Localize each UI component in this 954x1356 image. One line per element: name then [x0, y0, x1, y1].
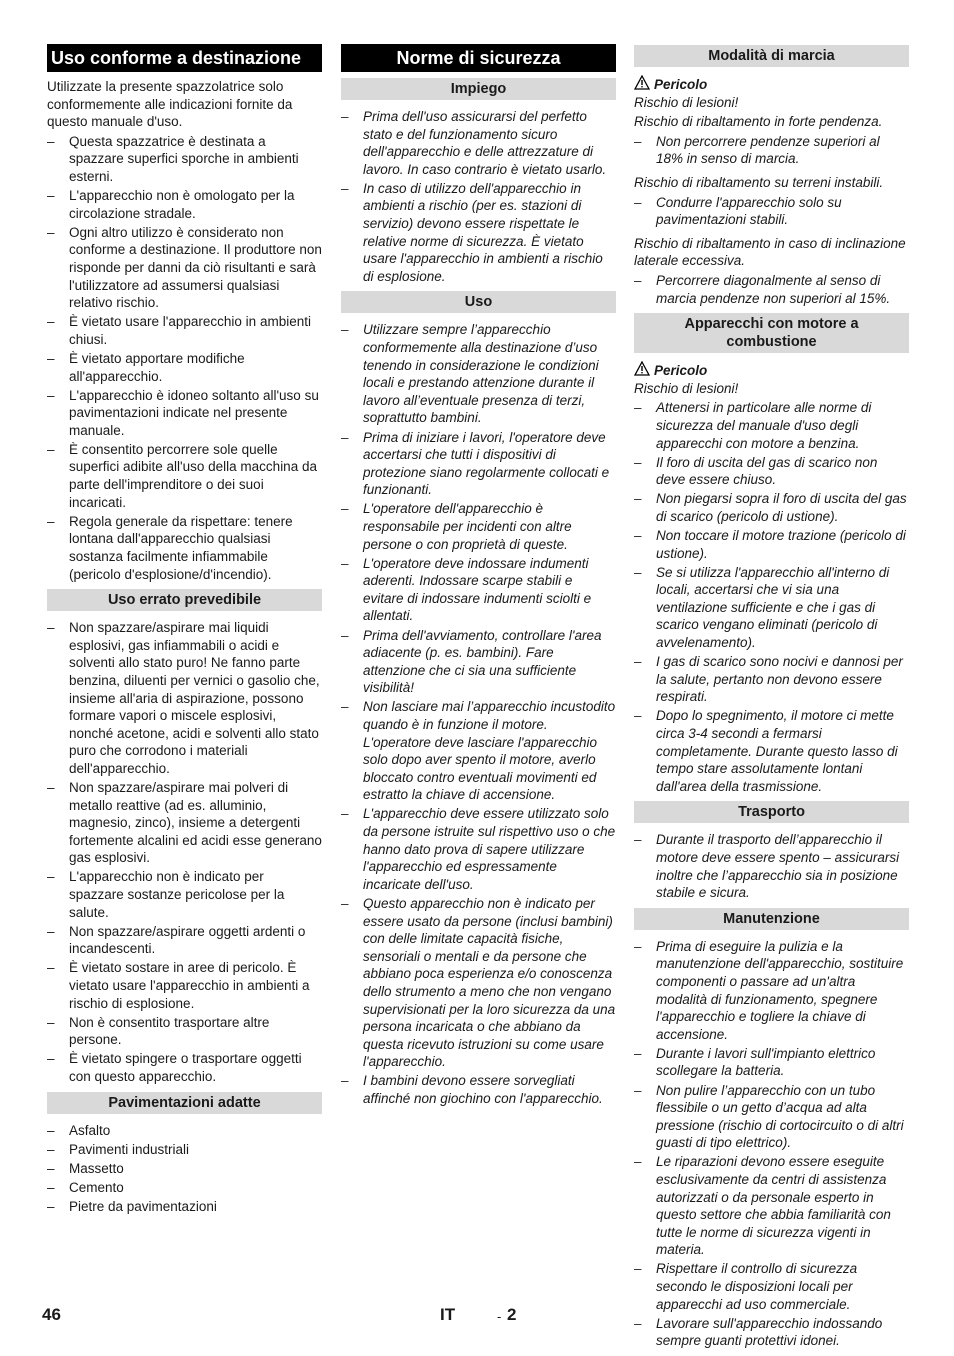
subheading-modalita-marcia: Modalità di marcia: [634, 45, 909, 67]
list-item: – È vietato usare l'apparecchio in ambienti chiusi.: [47, 313, 322, 348]
warning-triangle-icon: [634, 75, 650, 90]
list-item: – Non piegarsi sopra il foro di uscita del gas di scarico (pericolo di ustione).: [634, 490, 909, 525]
list-item: – È vietato apportare modifiche all'apparecchio.: [47, 350, 322, 385]
list-item: – Regola generale da rispettare: tenere lontana dall'apparecchio qualsiasi sostanza facilmente infiammabile (pericolo d'esplosione/d'incendio).: [47, 513, 322, 583]
impiego-list: [341, 108, 616, 285]
list-item: – Non spazzare/aspirare oggetti ardenti o incandescenti.: [47, 923, 322, 958]
list-item: – Questa spazzatrice è destinata a spazzare superfici sporche in ambienti esterni.: [47, 133, 322, 186]
list-item: – Prima di iniziare i lavori, l'operatore deve accertarsi che tutti i dispositivi di protezione siano regolarmente collocati e funzionanti.: [341, 429, 616, 499]
list-item: – È vietato sostare in aree di pericolo. È vietato usare l'apparecchio in ambienti a rischio di esplosione.: [47, 959, 322, 1012]
list-item: – I gas di scarico sono nocivi e dannosi per la salute, pertanto non devono essere respirati.: [634, 653, 909, 706]
list-item: – Prima di eseguire la pulizia e la manutenzione dell'apparecchio, sostituire componenti o passare ad un'altra modalità di funzionamento, spegnere l'apparecchio e togliere la chiave di accensione.: [634, 938, 909, 1044]
list-item: – È consentito percorrere sole quelle superfici adibite all'uso della macchina da parte dell'imprenditore o dei suoi incaricati.: [47, 441, 322, 511]
section-dash: -: [497, 1309, 502, 1324]
subheading-uso: Uso: [341, 291, 616, 313]
list-item: – L'apparecchio deve essere utilizzato solo da persone istruite sul rispettivo uso o che hanno dato prova di sapere utilizzare l'apparecchio ed espressamente incaricate dell'uso.: [341, 805, 616, 893]
subheading-pavimentazioni: Pavimentazioni adatte: [47, 1092, 322, 1114]
subheading-trasporto: Trasporto: [634, 801, 909, 823]
warning-marcia: [634, 75, 909, 94]
list-item: – L'apparecchio non è omologato per la circolazione stradale.: [47, 187, 322, 222]
list-item: – Non percorrere pendenze superiori al 18% in senso di marcia.: [634, 133, 909, 168]
list-item: – Non toccare il motore trazione (pericolo di ustione).: [634, 527, 909, 562]
warning-motore: [634, 361, 909, 380]
list-item: – Non pulire l’apparecchio con un tubo flessibile o un getto d’acqua ad alta pressione (rischio di cortocircuito o di altri guasti di tipo elettrico).: [634, 1082, 909, 1152]
column-3: [634, 44, 909, 1356]
list-item: – Durante i lavori sull'impianto elettrico scollegare la batteria.: [634, 1045, 909, 1080]
list-item: – Lavorare sull'apparecchio indossando sempre guanti protettivi idonei.: [634, 1315, 909, 1350]
uso-errato-list: [47, 619, 322, 1085]
subheading-motore-combustione: Apparecchi con motore a combustione: [634, 313, 909, 353]
section-title-uso-conforme: Uso conforme a destinazione: [47, 44, 322, 72]
section-number: 2: [507, 1305, 517, 1324]
list-item: – Massetto: [47, 1160, 322, 1178]
list-item: – L'operatore dell'apparecchio è responsabile per incidenti con altre persone o con proprietà di queste.: [341, 500, 616, 553]
list-item: – L'apparecchio è idoneo soltanto all'uso su pavimentazioni indicate nel presente manuale.: [47, 387, 322, 440]
list-item: – Prima dell'avviamento, controllare l'area adiacente (p. es. bambini). Fare attenzione che ci sia una sufficiente visibilità!: [341, 627, 616, 697]
list-item: – Pietre da pavimentazioni: [47, 1198, 322, 1216]
list-item: – Asfalto: [47, 1122, 322, 1140]
column-1: [47, 44, 322, 1222]
marcia-list-1: [634, 133, 909, 168]
subheading-manutenzione: Manutenzione: [634, 908, 909, 930]
list-item: – Condurre l'apparecchio solo su pavimentazioni stabili.: [634, 194, 909, 229]
list-item: – Durante il trasporto dell’apparecchio il motore deve essere spento – assicurarsi inoltre che l’apparecchio sia in posizione stabile e sicura.: [634, 831, 909, 901]
pavimentazioni-list: [47, 1122, 322, 1216]
list-item: – Questo apparecchio non è indicato per essere usato da persone (inclusi bambini) con delle limitate capacità fisiche, sensoriali o mentali e da persone che abbiano poca esperienza e/o conoscenza dello strumento a meno che non vengano supervisionati per la loro sicurezza da una persona incaricata o che abbiano da questa ricevuto istruzioni su come usare l'apparecchio.: [341, 895, 616, 1071]
page-number: 46: [42, 1305, 61, 1324]
language-code: IT: [440, 1305, 456, 1324]
list-item: – Non spazzare/aspirare mai polveri di metallo reattive (ad es. alluminio, magnesio, zinco), insieme a detergenti fortemente alcalini ed acidi esse generano gas esplosivi.: [47, 779, 322, 867]
warning-label: Pericolo: [654, 363, 708, 379]
uso-conforme-list: [47, 133, 322, 583]
subheading-impiego: Impiego: [341, 78, 616, 100]
intro-paragraph: Utilizzate la presente spazzolatrice solo conformemente alle indicazioni fornite da questo manuale d'uso.: [47, 79, 293, 130]
subheading-uso-errato: Uso errato prevedibile: [47, 589, 322, 611]
column-2: [341, 44, 616, 1114]
list-item: – Non spazzare/aspirare mai liquidi esplosivi, gas infiammabili o acidi e solventi allo stato puro! Ne fanno parte benzina, diluenti per vernici o gasolio che, insieme all'aria di aspirazione, possono formare vapori o miscele esplosivi, nonché acetone, acidi e solventi allo stato puro che corrodono i materiali dell'apparecchio.: [47, 619, 322, 777]
list-item: – In caso di utilizzo dell'apparecchio in ambienti a rischio (per es. stazioni di servizio) devono essere rispettate le relative norme di sicurezza. È vietato usare l'apparecchio in ambienti a rischio di esplosione.: [341, 180, 616, 286]
marcia-risk-ground: Rischio di ribaltamento su terreni instabili.: [634, 174, 884, 190]
warning-label: Pericolo: [654, 77, 708, 92]
list-item: – Dopo lo spegnimento, il motore ci mette circa 3-4 secondi a fermarsi completamente. Durante questo lasso di tempo stare assolutamente lontani dall'area della trasmissione.: [634, 707, 909, 795]
list-item: – Non è consentito trasportare altre persone.: [47, 1014, 322, 1049]
warning-triangle-icon: [634, 361, 650, 376]
list-item: – Rispettare il controllo di sicurezza secondo le disposizioni locali per apparecchi ad uso commerciale.: [634, 1260, 909, 1313]
uso-list: [341, 321, 616, 1107]
list-item: – Se si utilizza l'apparecchio all'interno di locali, accertarsi che vi sia una ventilazione sufficiente e che i gas di scarico vengano eliminati (pericolo di avvelenamento).: [634, 564, 909, 652]
list-item: – Il foro di uscita del gas di scarico non deve essere chiuso.: [634, 454, 909, 489]
list-item: – Percorrere diagonalmente al senso di marcia pendenze non superiori al 15%.: [634, 272, 909, 307]
list-item: – Utilizzare sempre l’apparecchio conformemente alla destinazione d’uso tenendo in considerazione le condizioni locali e prestando attenzione durante il lavoro all’eventuale presenza di terzi, soprattutto bambini.: [341, 321, 616, 427]
marcia-list-3: [634, 272, 909, 307]
marcia-risk-slope: Rischio di ribaltamento in forte pendenza.: [634, 114, 883, 130]
list-item: – L'operatore deve indossare indumenti aderenti. Indossare scarpe stabili e evitare di indossare indumenti sciolti e allentati.: [341, 555, 616, 625]
list-item: – Non lasciare mai l’apparecchio incustodito quando è in funzione il motore. L'operatore deve lasciare l'apparecchio solo dopo aver spento il motore, averlo bloccato contro eventuali movimenti ed estratto la chiave di accensione.: [341, 698, 616, 804]
manutenzione-list: [634, 938, 909, 1350]
list-item: – Ogni altro utilizzo è considerato non conforme a destinazione. Il produttore non risponde per danni da ciò risultanti e sarà l'utilizzatore ad assumersi qualsiasi relativo rischio.: [47, 224, 322, 312]
list-item: – Attenersi in particolare alle norme di sicurezza del manuale d'uso degli apparecchi con motore a benzina.: [634, 399, 909, 452]
list-item: – Cemento: [47, 1179, 322, 1197]
trasporto-list: [634, 831, 909, 901]
motore-risk-text: Rischio di lesioni!: [634, 380, 739, 396]
list-item: – L'apparecchio non è indicato per spazzare sostanze pericolose per la salute.: [47, 868, 322, 921]
section-title-norme: Norme di sicurezza: [341, 44, 616, 72]
marcia-list-2: [634, 194, 909, 229]
motore-list: [634, 399, 909, 795]
marcia-risk-text: Rischio di lesioni!: [634, 94, 739, 110]
list-item: – È vietato spingere o trasportare oggetti con questo apparecchio.: [47, 1050, 322, 1085]
list-item: – I bambini devono essere sorvegliati affinché non giochino con l'apparecchio.: [341, 1072, 616, 1107]
list-item: – Le riparazioni devono essere eseguite esclusivamente da centri di assistenza autorizzati o da personale esperto in questo settore che abbia familiarità con tutte le norme di sicurezza vigenti in materia.: [634, 1153, 909, 1259]
marcia-risk-tilt: Rischio di ribaltamento in caso di inclinazione laterale eccessiva.: [634, 235, 906, 269]
list-item: – Pavimenti industriali: [47, 1141, 322, 1159]
list-item: – Prima dell'uso assicurarsi del perfetto stato e del funzionamento sicuro dell'apparecchio e delle attrezzature di lavoro. In caso contrario è vietato usarlo.: [341, 108, 616, 178]
